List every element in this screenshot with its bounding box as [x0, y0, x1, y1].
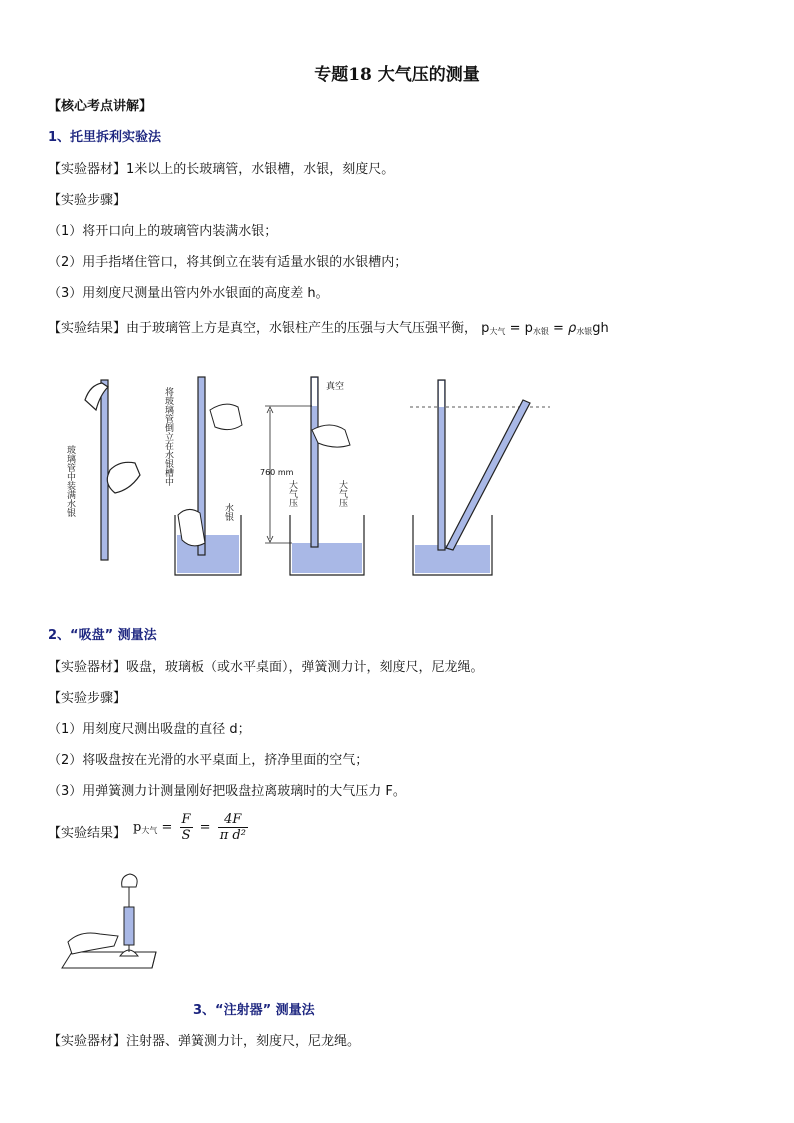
fig-label-atm-right: 大气压	[337, 480, 347, 507]
fig-label-invert: 将玻璃管倒立在水银槽中	[163, 387, 173, 486]
beaker-inverting	[175, 377, 242, 575]
sec2-materials: 【实验器材】吸盘，玻璃板（或水平桌面），弹簧测力计，刻度尺，尼龙绳。	[48, 660, 484, 675]
section-2-heading: 2、“吸盘” 测量法	[48, 628, 157, 643]
sec1-step-2: （2）用手指堵住管口，将其倒立在装有适量水银的水银槽内；	[48, 255, 408, 270]
section-3-heading: 3、“注射器” 测量法	[193, 1003, 315, 1018]
torricelli-figure	[60, 365, 580, 590]
sec1-step-3: （3）用刻度尺测量出管内外水银面的高度差 h。	[48, 286, 329, 301]
section-1-heading: 1、托里拆利实验法	[48, 130, 162, 145]
suction-formula: $p_{大气}$ = $\frac{F}{S}$ = $\frac{4F}{\text{π d²}}$	[133, 812, 246, 843]
page-title: 专题18 大气压的测量	[314, 65, 480, 85]
sec1-step-1: （1）将开口向上的玻璃管内装满水银；	[48, 224, 278, 239]
fig-label-mercury: 水银	[223, 503, 233, 521]
sec2-step-3: （3）用弹簧测力计测量刚好把吸盘拉离玻璃时的大气压力 F。	[48, 784, 406, 799]
fig-label-vacuum: 真空	[326, 382, 345, 392]
sec1-materials: 【实验器材】1米以上的长玻璃管，水银槽，水银，刻度尺。	[48, 162, 395, 177]
core-header: 【核心考点讲解】	[48, 99, 153, 114]
sec2-steps-tag: 【实验步骤】	[48, 691, 127, 706]
torricelli-formula: $p_{大气} = p_{水银} = \rho_{水银}gh$	[481, 321, 609, 336]
fig-label-atm-left: 大气压	[287, 480, 297, 507]
sec1-steps-tag: 【实验步骤】	[48, 193, 127, 208]
sec2-step-2: （2）将吸盘按在光滑的水平桌面上，挤净里面的空气；	[48, 753, 369, 768]
fig-label-760mm: 760 mm	[260, 468, 294, 477]
sec1-result: 【实验结果】由于玻璃管上方是真空，水银柱产生的压强与大气压强平衡， $p_{大气} = p_{水银} = \rho_{水银}gh$	[48, 321, 609, 336]
sec3-materials: 【实验器材】注射器、弹簧测力计，刻度尺，尼龙绳。	[48, 1034, 361, 1049]
suction-cup-figure	[60, 872, 160, 972]
fig-label-filled: 玻璃管中装满水银	[65, 445, 75, 517]
tube-filled-upright	[85, 380, 140, 560]
sec2-step-1: （1）用刻度尺测出吸盘的直径 d；	[48, 722, 251, 737]
sec2-result-tag: 【实验结果】	[48, 826, 127, 841]
beaker-tilted	[410, 380, 550, 575]
